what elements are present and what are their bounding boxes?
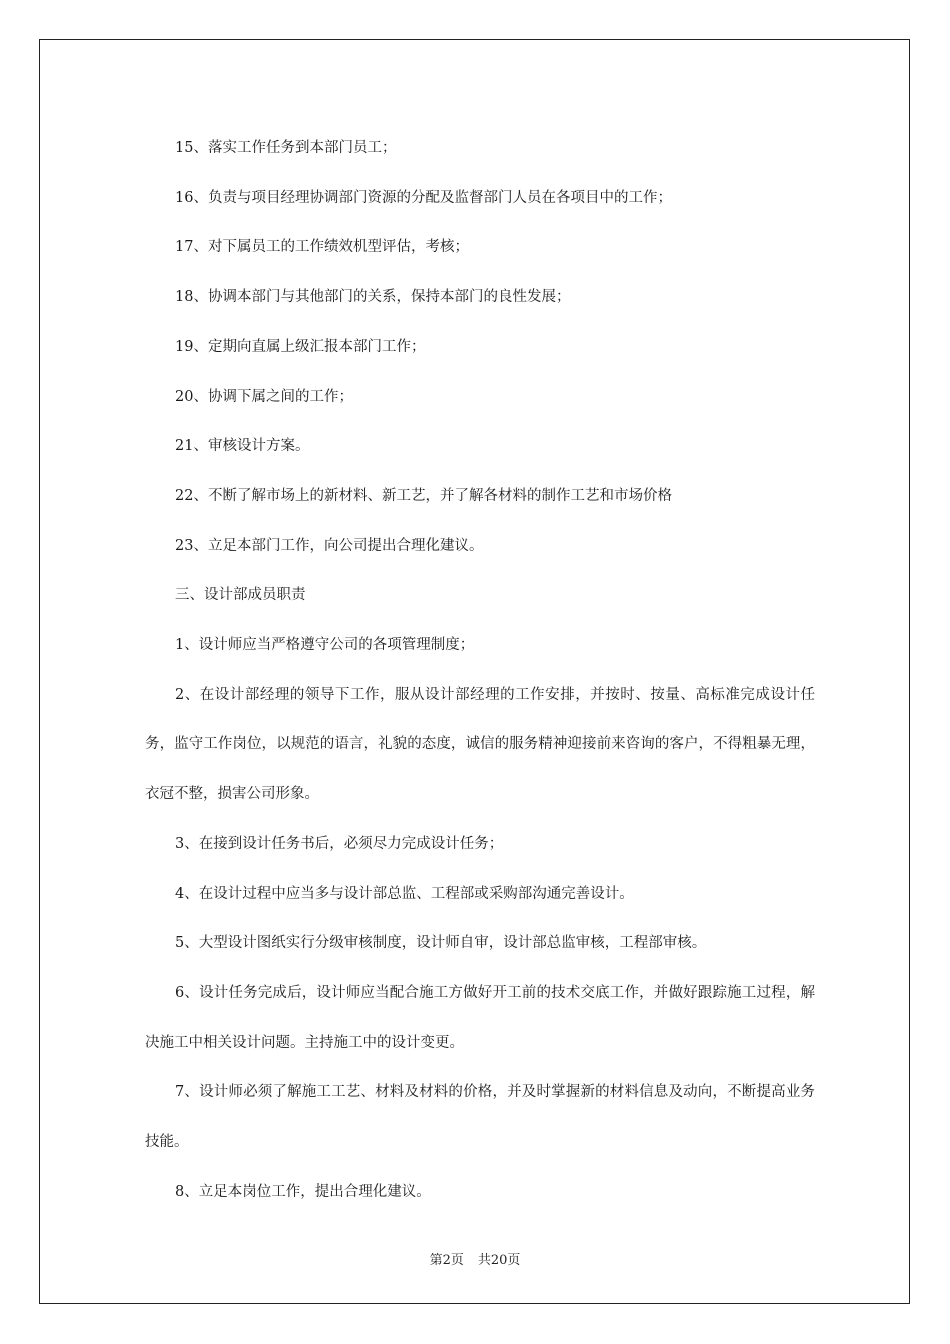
paragraph-22: 22、不断了解市场上的新材料、新工艺，并了解各材料的制作工艺和市场价格 [175,487,672,504]
paragraph-17: 17、对下属员工的工作绩效机型评估，考核； [175,239,469,256]
paragraph-3: 3、在接到设计任务书后，必须尽力完成设计任务； [175,835,504,852]
paragraph-21: 21、审核设计方案。 [175,438,310,455]
paragraph-6: 6、设计任务完成后，设计师应当配合施工方做好开工前的技术交底工作，并做好跟踪施工过程，解决施工中相关设计问题。主持施工中的设计变更。 [145,984,815,1051]
section-heading: 三、设计部成员职责 [175,587,306,604]
page-total: 共20页 [477,1253,521,1268]
paragraph-2: 2、在设计部经理的领导下工作，服从设计部经理的工作安排，并按时、按量、高标准完成设计任务，监守工作岗位，以规范的语言，礼貌的态度，诚信的服务精神迎接前来咨询的客户，不得粗暴无理，衣冠不整，损害公司形象。 [145,686,815,803]
paragraph-7: 7、设计师必须了解施工工艺、材料及材料的价格，并及时掌握新的材料信息及动向，不断提高业务技能。 [145,1084,815,1151]
page-footer [0,1249,950,1268]
document-body [145,124,815,1217]
paragraph-18: 18、协调本部门与其他部门的关系，保持本部门的良性发展； [175,289,571,306]
paragraph-15: 15、落实工作任务到本部门员工； [175,140,397,156]
paragraph-23: 23、立足本部门工作，向公司提出合理化建议。 [175,537,484,554]
paragraph-16: 16、负责与项目经理协调部门资源的分配及监督部门人员在各项目中的工作； [175,189,672,206]
paragraph-8: 8、立足本岗位工作，提出合理化建议。 [175,1183,431,1200]
paragraph-19: 19、定期向直属上级汇报本部门工作； [175,338,426,355]
paragraph-5: 5、大型设计图纸实行分级审核制度，设计师自审，设计部总监审核，工程部审核。 [175,935,707,952]
paragraph-1: 1、设计师应当严格遵守公司的各项管理制度； [175,637,475,654]
paragraph-4: 4、在设计过程中应当多与设计部总监、工程部或采购部沟通完善设计。 [175,885,634,902]
page-number: 第2页 [429,1253,464,1268]
paragraph-20: 20、协调下属之间的工作； [175,388,353,405]
